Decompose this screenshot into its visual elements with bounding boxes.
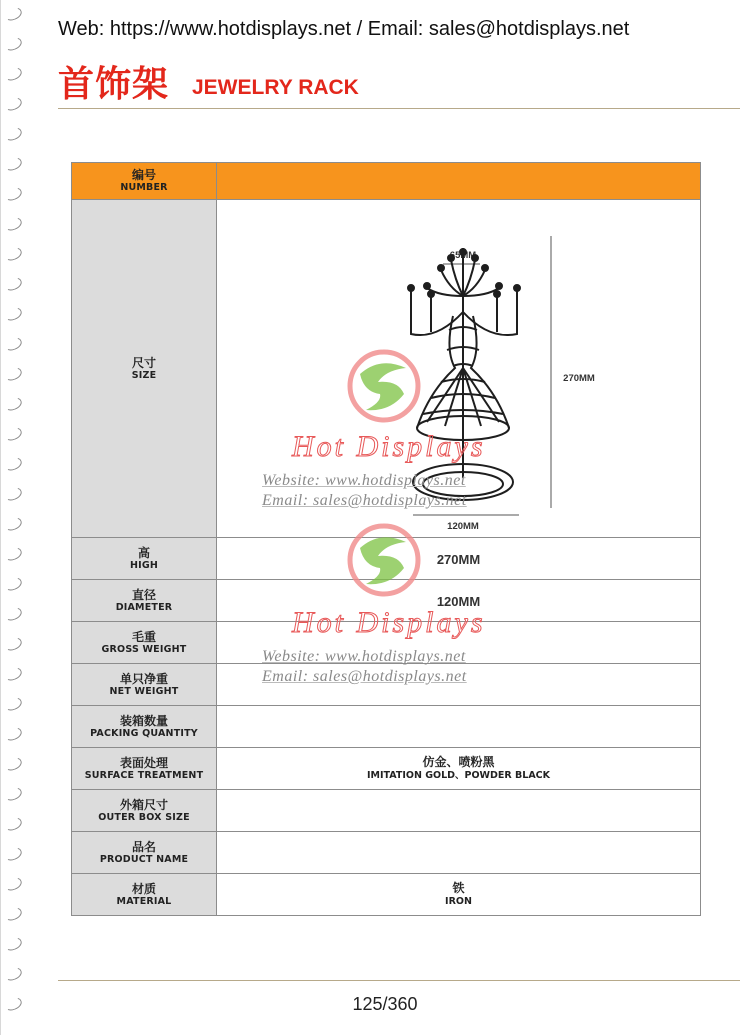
spiral-ring: [2, 275, 23, 292]
spec-label-en: SIZE: [131, 369, 157, 381]
spiral-ring: [2, 305, 23, 322]
watermark-email: Email: sales@hotdisplays.net: [262, 492, 467, 509]
spec-label-en: MATERIAL: [116, 895, 172, 907]
spiral-ring: [2, 575, 23, 592]
spiral-binding: [4, 8, 26, 1028]
spec-value-zh: 铁: [452, 881, 465, 895]
spec-value: [217, 163, 701, 200]
spec-row-product-name: [72, 832, 701, 874]
spec-label-en: DIAMETER: [115, 601, 173, 613]
header-contact-line: Web: https://www.hotdisplays.net / Email: sales@hotdisplays.net: [58, 18, 630, 40]
spec-label-en: PACKING QUANTITY: [90, 727, 198, 739]
spiral-ring: [2, 905, 23, 922]
spec-value-en: IRON: [445, 896, 472, 907]
spiral-ring: [2, 185, 23, 202]
spiral-ring: [2, 935, 23, 952]
spec-row-material: [72, 874, 701, 916]
spec-value: [217, 538, 701, 580]
spec-value-text: 270MM: [436, 552, 481, 567]
spiral-ring: [2, 725, 23, 742]
spec-row-surface-treatment: [72, 748, 701, 790]
spec-label-en: NET WEIGHT: [109, 685, 179, 697]
spiral-ring: [2, 605, 23, 622]
spiral-ring: [2, 665, 23, 682]
spec-label: [72, 874, 217, 916]
spec-label: [72, 163, 217, 200]
page-title-english: JEWELRY RACK: [192, 76, 359, 99]
header-divider: [58, 108, 740, 109]
base-width-label: 120MM: [447, 521, 479, 532]
height-label: 270MM: [563, 373, 595, 384]
spec-label-zh: 品名: [131, 839, 156, 854]
spec-label-zh: 直径: [131, 587, 156, 602]
spec-label: [72, 832, 217, 874]
watermark-website: Website: www.hotdisplays.net: [262, 472, 466, 489]
spec-label-en: OUTER BOX SIZE: [98, 811, 190, 823]
spec-label: [72, 664, 217, 706]
height-dimension: [551, 236, 595, 508]
spec-label: [72, 622, 217, 664]
watermark-logo-icon: [346, 348, 422, 424]
spiral-ring: [2, 875, 23, 892]
spec-label: [72, 748, 217, 790]
spiral-ring: [2, 755, 23, 772]
spiral-ring: [2, 125, 23, 142]
spec-value-zh: 仿金、喷粉黑: [422, 755, 495, 769]
spec-label-zh: 表面处理: [119, 755, 168, 770]
spec-label: [72, 200, 217, 538]
spec-row-outer-box-size: [72, 790, 701, 832]
spiral-ring: [2, 425, 23, 442]
spec-label-zh: 单只净重: [119, 671, 168, 686]
spec-label-en: PRODUCT NAME: [99, 853, 189, 865]
spiral-ring: [2, 695, 23, 712]
base-width-dimension: [413, 515, 519, 532]
spec-label-en: SURFACE TREATMENT: [84, 769, 204, 781]
spec-label-zh: 毛重: [131, 629, 156, 644]
footer-divider: [58, 980, 740, 981]
spec-label: [72, 790, 217, 832]
spiral-ring: [2, 215, 23, 232]
spiral-ring: [2, 515, 23, 532]
watermark-email: Email: sales@hotdisplays.net: [262, 668, 467, 685]
spec-label: [72, 538, 217, 580]
spec-label-en: GROSS WEIGHT: [101, 643, 187, 655]
page-number: 125/360: [352, 994, 418, 1014]
spiral-ring: [2, 635, 23, 652]
spec-label-zh: 装箱数量: [119, 713, 168, 728]
watermark-brand: Hot Displays: [292, 606, 486, 639]
spiral-ring: [2, 5, 23, 22]
spiral-ring: [2, 785, 23, 802]
watermark-brand: Hot Displays: [292, 430, 486, 463]
watermark-website: Website: www.hotdisplays.net: [262, 648, 466, 665]
spec-value: [217, 790, 701, 832]
spec-label-zh: 外箱尺寸: [119, 797, 168, 812]
spec-row-packing-quantity: [72, 706, 701, 748]
spiral-ring: [2, 365, 23, 382]
spiral-ring: [2, 845, 23, 862]
spec-value: [217, 706, 701, 748]
spec-row-number: [72, 163, 701, 200]
spec-label-zh: 编号: [131, 168, 156, 182]
spec-label-en: NUMBER: [120, 182, 168, 193]
spiral-ring: [2, 155, 23, 172]
watermark-logo-icon: [346, 522, 422, 598]
spiral-ring: [2, 245, 23, 262]
spec-value: [217, 874, 701, 916]
spiral-ring: [2, 815, 23, 832]
spiral-ring: [2, 485, 23, 502]
spec-value-en: IMITATION GOLD、POWDER BLACK: [366, 770, 551, 781]
spec-value: [217, 748, 701, 790]
spiral-ring: [2, 35, 23, 52]
spec-label: [72, 580, 217, 622]
spec-label-zh: 高: [137, 545, 150, 560]
spiral-ring: [2, 95, 23, 112]
spiral-ring: [2, 335, 23, 352]
spiral-ring: [2, 545, 23, 562]
spiral-ring: [2, 65, 23, 82]
spec-label: [72, 706, 217, 748]
spec-label-zh: 尺寸: [131, 355, 156, 370]
spec-label-zh: 材质: [131, 881, 156, 896]
spec-value-text: 120MM: [436, 594, 481, 609]
spiral-ring: [2, 965, 23, 982]
spiral-ring: [2, 455, 23, 472]
spec-value: [217, 832, 701, 874]
spec-label-en: HIGH: [129, 559, 159, 571]
page-title-chinese: 首饰架: [58, 64, 170, 105]
spiral-ring: [2, 395, 23, 412]
